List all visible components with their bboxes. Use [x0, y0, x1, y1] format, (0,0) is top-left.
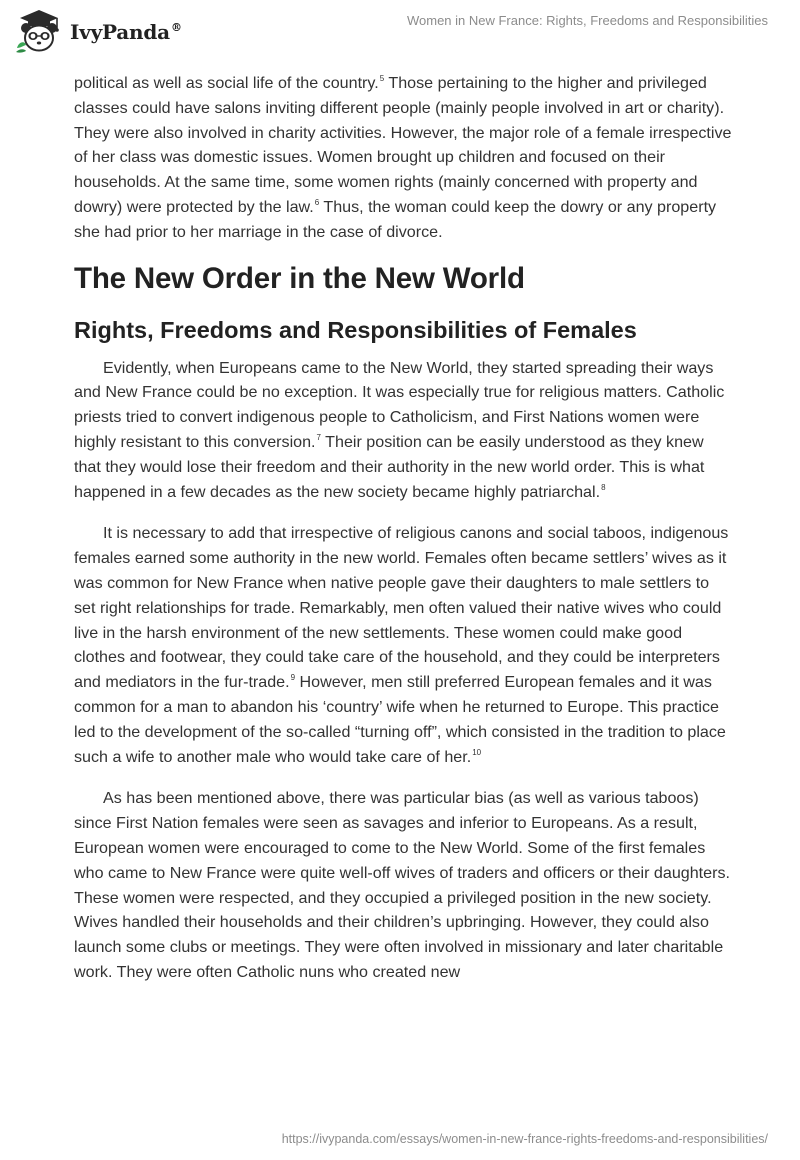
- document-title: Women in New France: Rights, Freedoms and Responsibilities: [406, 13, 768, 28]
- paragraph-1-text-c: Thus, the woman could keep the dowry or any property she had prior to her marriage in the case of divorce.: [74, 197, 717, 241]
- page-header: [0, 0, 800, 62]
- footnote-ref-7[interactable]: 7: [316, 432, 321, 442]
- paragraph-3-text-a: It is necessary to add that irrespective of religious canons and social taboos, indigenous females earned some authority in the new world. Females often became settlers’ wives as it was common for New France when native people gave their daughters to male settlers to set right relationships for trade. Remarkably, men often valued their native wives who could live in the harsh environment of the new settlements. These women could make good clothes and footwear, they could take care of the household, and they could be interpreters and mediators in the fur-trade.: [74, 524, 729, 692]
- section-heading: The New Order in the New World: [74, 261, 525, 295]
- paragraph-2-text-b: Their position can be easily understood as they knew that they would lose their freedom and their authority in the new world order. This is what happened in a few decades as the new society became highly patriarchal.: [74, 432, 705, 501]
- paragraph-1: [74, 71, 734, 245]
- footnote-ref-9[interactable]: 9: [290, 673, 296, 683]
- paragraph-1-text-a: political as well as social life of the country.: [74, 74, 379, 92]
- brand-name-text: IvyPanda: [70, 20, 170, 44]
- paragraph-4: As has been mentioned above, there was particular bias (as well as various taboos) since First Nation females were seen as savages and inferior to Europeans. As a result, European women were encouraged to come to the New World. Some of the first females who came to New France were quite well-off wives of traders and officers or their daughters. These women were respected, and they occupied a privileged position in the new society. Wives handled their households and their children’s upbringing. However, they could also launch some clubs or meetings. They were often involved in missionary and later charitable work. They were often Catholic nuns who created new: [74, 789, 730, 981]
- footnote-ref-10[interactable]: 10: [472, 747, 482, 757]
- essay-content: [74, 71, 734, 985]
- footnote-ref-5[interactable]: 5: [379, 74, 385, 83]
- source-url[interactable]: https://ivypanda.com/essays/women-in-new-france-rights-freedoms-and-responsibilities/: [281, 1132, 768, 1146]
- brand-logo[interactable]: [14, 8, 182, 54]
- subsection-heading: Rights, Freedoms and Responsibilities of Females: [74, 316, 637, 343]
- paragraph-2-text-a: Evidently, when Europeans came to the New World, they started spreading their ways and New France could be no exception. It was especially true for religious matters. Catholic priests tried to convert indigenous people to Catholicism, and First Nations women were highly resistant to this conversion.: [74, 358, 725, 451]
- paragraph-3: [74, 521, 734, 769]
- graduation-cap-panda-icon: [14, 8, 64, 54]
- paragraph-2: [74, 356, 734, 505]
- footnote-ref-6[interactable]: 6: [314, 197, 320, 207]
- brand-name: [70, 20, 182, 44]
- footnote-ref-8[interactable]: 8: [601, 482, 606, 492]
- registered-mark: ®: [170, 21, 182, 35]
- paragraph-3-text-b: However, men still preferred European females and it was common for a man to abandon his ‘country’ wife when he returned to Europe. This practice led to the development of the so-called “turning off”, which consisted in the tradition to place such a wife to another male who would take care of her.: [74, 673, 726, 766]
- paragraph-1-text-b: Those pertaining to the higher and privileged classes could have salons inviting different people (mainly people involved in art or charity). They were also involved in charity activities. However, the major role of a female irrespective of her class was domestic issues. Women brought up children and focused on their households. At the same time, some women rights (mainly concerned with property and dowry) were protected by the law.: [74, 74, 732, 216]
